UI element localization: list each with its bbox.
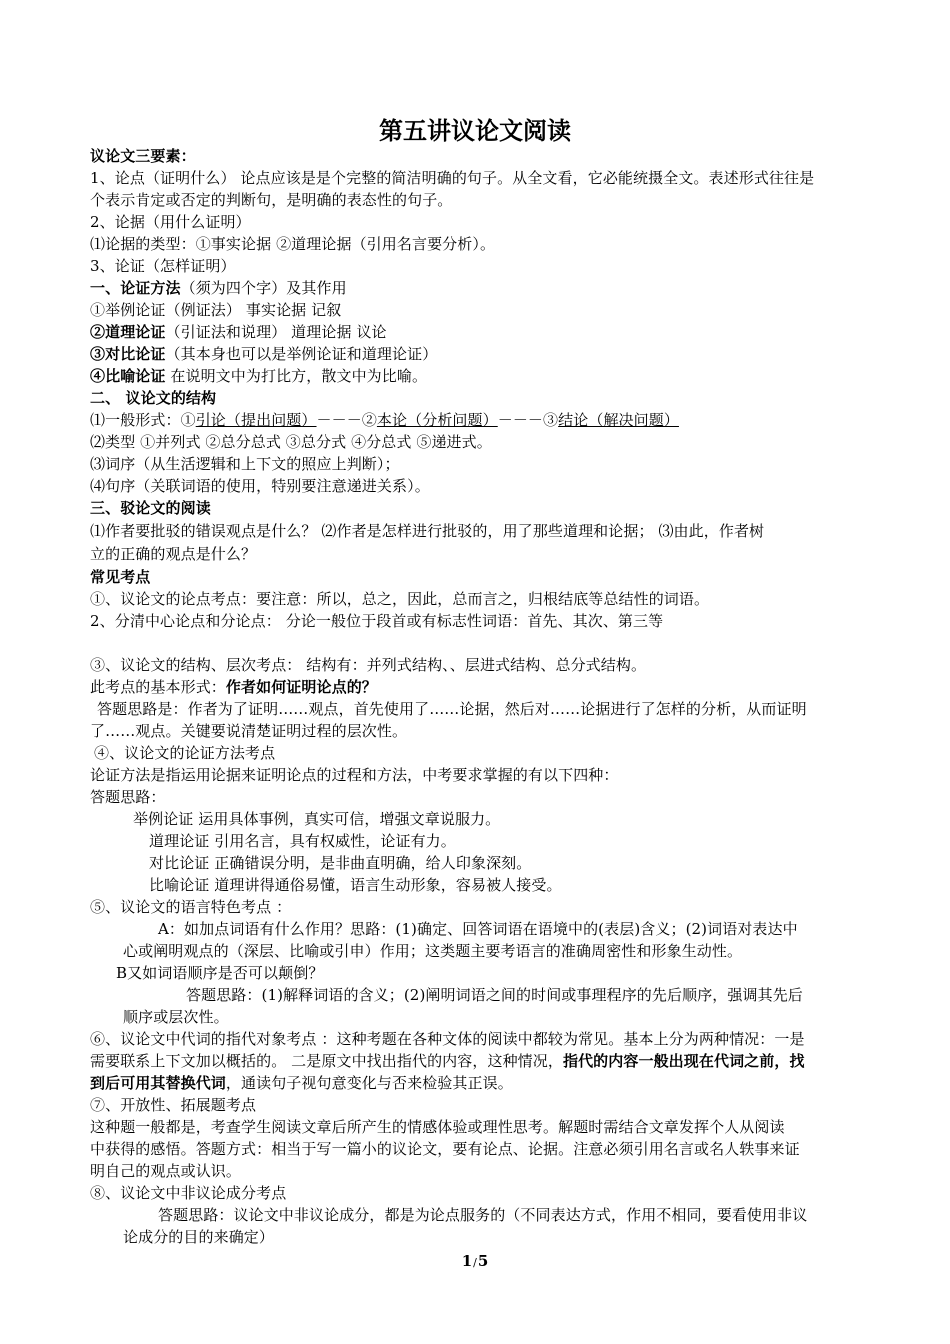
text-line: 心或阐明观点的（深层、比喻或引申）作用；这类题主要考语言的准确周密性和形象生动性。 bbox=[123, 942, 743, 960]
page-title: 第五讲议论文阅读 bbox=[379, 116, 571, 145]
text-line: ①举例论证（例证法） 事实论据 记叙 bbox=[90, 301, 342, 319]
text-line: 此考点的基本形式：作者如何证明论点的？ bbox=[90, 678, 377, 696]
text-line: 明自己的观点或认识。 bbox=[90, 1162, 242, 1180]
text-line: 了……观点。关键要说清楚证明过程的层次性。 bbox=[90, 722, 408, 740]
text-line: ⑴作者要批驳的错误观点是什么？ ⑵作者是怎样进行批驳的，用了那些道理和论据； ⑶由此，作者树 bbox=[90, 522, 765, 540]
text-line: ⑴一般形式：①引论（提出问题）－－－②本论（分析问题）－－－③结论（解决问题） bbox=[90, 411, 679, 429]
text-line: 一、论证方法（须为四个字）及其作用 bbox=[90, 279, 347, 297]
text-line: 这种题一般都是，考查学生阅读文章后所产生的情感体验或理性思考。解题时需结合文章发挥个人从阅读 bbox=[90, 1118, 785, 1136]
text-line: 答题思路是：作者为了证明……观点，首先使用了……论据，然后对……论据进行了怎样的分析，从而证明 bbox=[97, 700, 807, 718]
text-line: ⑧、议论文中非议论成分考点 bbox=[90, 1184, 287, 1202]
text-line: 1、论点（证明什么） 论点应该是是个完整的简洁明确的句子。从全文看，它必能统摄全文。表述形式往往是 bbox=[90, 169, 815, 187]
text-line: 2、论据（用什么证明） bbox=[90, 213, 251, 231]
heading-three-elements: 议论文三要素： bbox=[90, 147, 196, 165]
text-line: 2、分清中心论点和分论点： 分论一般位于段首或有标志性词语：首先、其次、第三等 bbox=[90, 612, 664, 630]
text-line: 论成分的目的来确定） bbox=[123, 1228, 275, 1246]
text-line: 对比论证 正确错误分明，是非曲直明确，给人印象深刻。 bbox=[149, 854, 532, 872]
text-line: 答题思路：议论文中非议论成分，都是为论点服务的（不同表达方式，作用不相同，要看使用非议 bbox=[158, 1206, 808, 1224]
text-line: ③对比论证（其本身也可以是举例论证和道理论证） bbox=[90, 345, 438, 363]
text-line: ①、议论文的论点考点：要注意：所以，总之，因此，总而言之，归根结底等总结性的词语。 bbox=[90, 590, 710, 608]
text-line: ⑦、开放性、拓展题考点 bbox=[90, 1096, 257, 1114]
text-line: 比喻论证 道理讲得通俗易懂，语言生动形象，容易被人接受。 bbox=[149, 876, 562, 894]
text-line: 中获得的感悟。答题方式：相当于写一篇小的议论文，要有论点、论据。注意必须引用名言或名人轶事来证 bbox=[90, 1140, 800, 1158]
text-line: ⑶词序（从生活逻辑和上下文的照应上判断）； bbox=[90, 455, 400, 473]
text-line: 论证方法是指运用论据来证明论点的过程和方法，中考要求掌握的有以下四种： bbox=[90, 766, 619, 784]
text-line: 举例论证 运用具体事例，真实可信，增强文章说服力。 bbox=[133, 810, 501, 828]
page-number: 1/5 bbox=[461, 1252, 489, 1270]
heading-rebuttal: 三、驳论文的阅读 bbox=[90, 499, 211, 517]
heading-common-points: 常见考点 bbox=[90, 568, 151, 586]
text-line: 需要联系上下文加以概括的。 二是原文中找出指代的内容，这种情况，指代的内容一般出现在代词之前，找 bbox=[90, 1052, 805, 1070]
text-line: 答题思路： bbox=[90, 788, 166, 806]
text-line: ⑴论据的类型：①事实论据 ②道理论据（引用名言要分析）。 bbox=[90, 235, 496, 253]
text-line: ④、议论文的论证方法考点 bbox=[94, 744, 276, 762]
text-line: ⑷句序（关联词语的使用，特别要注意递进关系）。 bbox=[90, 477, 430, 495]
heading-methods: 一、论证方法 bbox=[90, 279, 181, 297]
text-line: 答题思路：(1)解释词语的含义；(2)阐明词语之间的时间或事理程序的先后顺序，强调其先后 bbox=[186, 986, 803, 1004]
text-line: 3、论证（怎样证明） bbox=[90, 257, 236, 275]
text-line: 顺序或层次性。 bbox=[123, 1008, 229, 1026]
text-line: ⑥、议论文中代词的指代对象考点 ：这种考题在各种文体的阅读中都较为常见。基本上分为两种情况：一是 bbox=[90, 1030, 805, 1048]
heading-structure: 二、 议论文的结构 bbox=[90, 389, 217, 407]
text-line: ②道理论证（引证法和说理） 道理论据 议论 bbox=[90, 323, 387, 341]
text-line: ⑵类型 ①并列式 ②总分总式 ③总分式 ④分总式 ⑤递进式。 bbox=[90, 433, 492, 451]
text-line: A：如加点词语有什么作用？思路：(1)确定、回答词语在语境中的(表层)含义；(2)词语对表达中 bbox=[158, 920, 798, 938]
text-line: 到后可用其替换代词，通读句子视句意变化与否来检验其正误。 bbox=[90, 1074, 513, 1092]
text-line: ④比喻论证 在说明文中为打比方，散文中为比喻。 bbox=[90, 367, 428, 385]
text-line: 道理论证 引用名言，具有权威性，论证有力。 bbox=[149, 832, 456, 850]
text-line: 立的正确的观点是什么？ bbox=[90, 545, 257, 563]
text-line: ⑤、议论文的语言特色考点 ： bbox=[90, 898, 292, 916]
text-line: 个表示肯定或否定的判断句，是明确的表态性的句子。 bbox=[90, 191, 453, 209]
text-line: B又如词语顺序是否可以颠倒？ bbox=[116, 964, 324, 982]
text-line: ③、议论文的结构、层次考点： 结构有：并列式结构、、层进式结构、总分式结构。 bbox=[90, 656, 647, 674]
